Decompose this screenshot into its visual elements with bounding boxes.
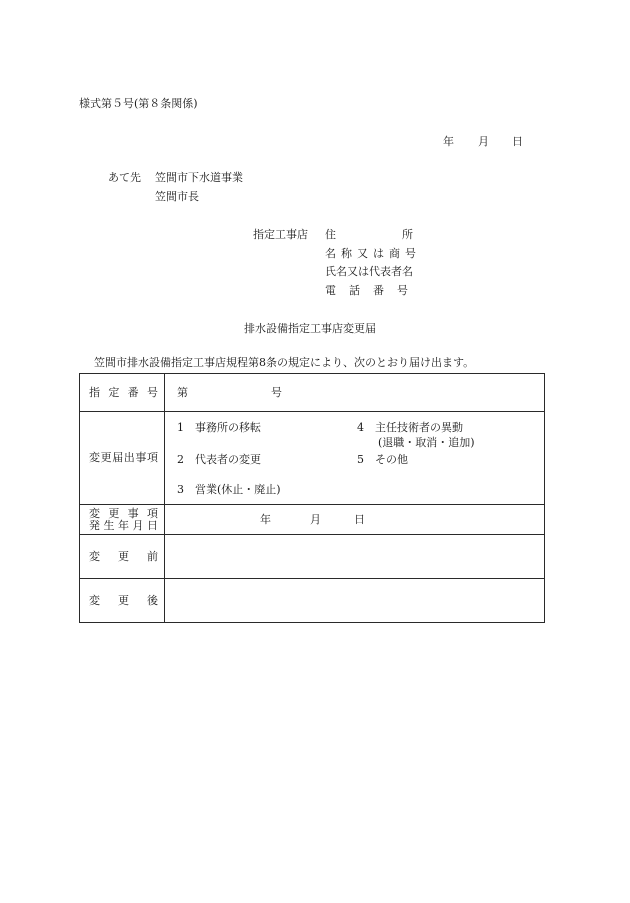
after-change-label-cell <box>80 579 165 623</box>
applicant-trade-name-label: 名称又は商号 <box>325 247 421 260</box>
applicant-representative-label: 氏名又は代表者名 <box>325 265 413 278</box>
change-item-4-sub: (退職・取消・追加) <box>378 436 475 449</box>
row-change-date <box>80 505 545 535</box>
designation-go: 号 <box>271 385 282 399</box>
designation-number-cell[interactable] <box>165 374 545 412</box>
date-month: 月 <box>478 135 489 148</box>
addressee-prefix: あて先 <box>108 171 141 184</box>
form-reference: 様式第５号(第８条関係) <box>79 97 198 110</box>
row-before-change <box>80 535 545 579</box>
change-date-month: 月 <box>310 512 321 526</box>
change-item-1: 1 事務所の移転 <box>177 421 261 434</box>
change-items-label: 変 更 届 出 事 項 <box>89 451 158 464</box>
change-date-label-cell <box>80 505 165 535</box>
designation-number-label: 指 定 番 号 <box>89 385 158 399</box>
change-date-year: 年 <box>260 512 271 526</box>
change-date-day: 日 <box>354 512 365 526</box>
row-designation-number <box>80 374 545 412</box>
addressee-line1: 笠間市下水道事業 <box>155 171 243 184</box>
row-after-change <box>80 579 545 623</box>
change-item-4: 4 主任技術者の異動 <box>357 421 463 434</box>
intro-text: 笠間市排水設備指定工事店規程第8条の規定により、次のとおり届け出ます。 <box>94 356 475 369</box>
change-date-label: 変 更 事 項 発 生 年 月 日 <box>89 506 158 532</box>
document-title: 排水設備指定工事店変更届 <box>244 322 376 335</box>
date-year: 年 <box>443 135 454 148</box>
row-change-items <box>80 412 545 505</box>
after-change-label: 変 更 後 <box>89 593 158 607</box>
date-day: 日 <box>512 135 523 148</box>
applicant-phone-label: 電話番号 <box>325 284 421 297</box>
after-change-cell[interactable] <box>165 579 545 623</box>
designation-dai: 第 <box>177 385 188 399</box>
change-items-cell[interactable] <box>165 412 545 505</box>
change-form-table <box>79 373 545 623</box>
change-items-label-cell <box>80 412 165 505</box>
change-item-2: 2 代表者の変更 <box>177 453 261 466</box>
addressee-line2: 笠間市長 <box>155 190 199 203</box>
applicant-address-label: 住 所 <box>325 228 413 241</box>
designation-number-label-cell <box>80 374 165 412</box>
change-date-cell[interactable] <box>165 505 545 535</box>
before-change-cell[interactable] <box>165 535 545 579</box>
change-item-5: 5 その他 <box>357 453 408 466</box>
applicant-label: 指定工事店 <box>253 228 308 241</box>
before-change-label-cell <box>80 535 165 579</box>
change-item-3: 3 営業(休止・廃止) <box>177 483 281 496</box>
before-change-label: 変 更 前 <box>89 549 158 563</box>
